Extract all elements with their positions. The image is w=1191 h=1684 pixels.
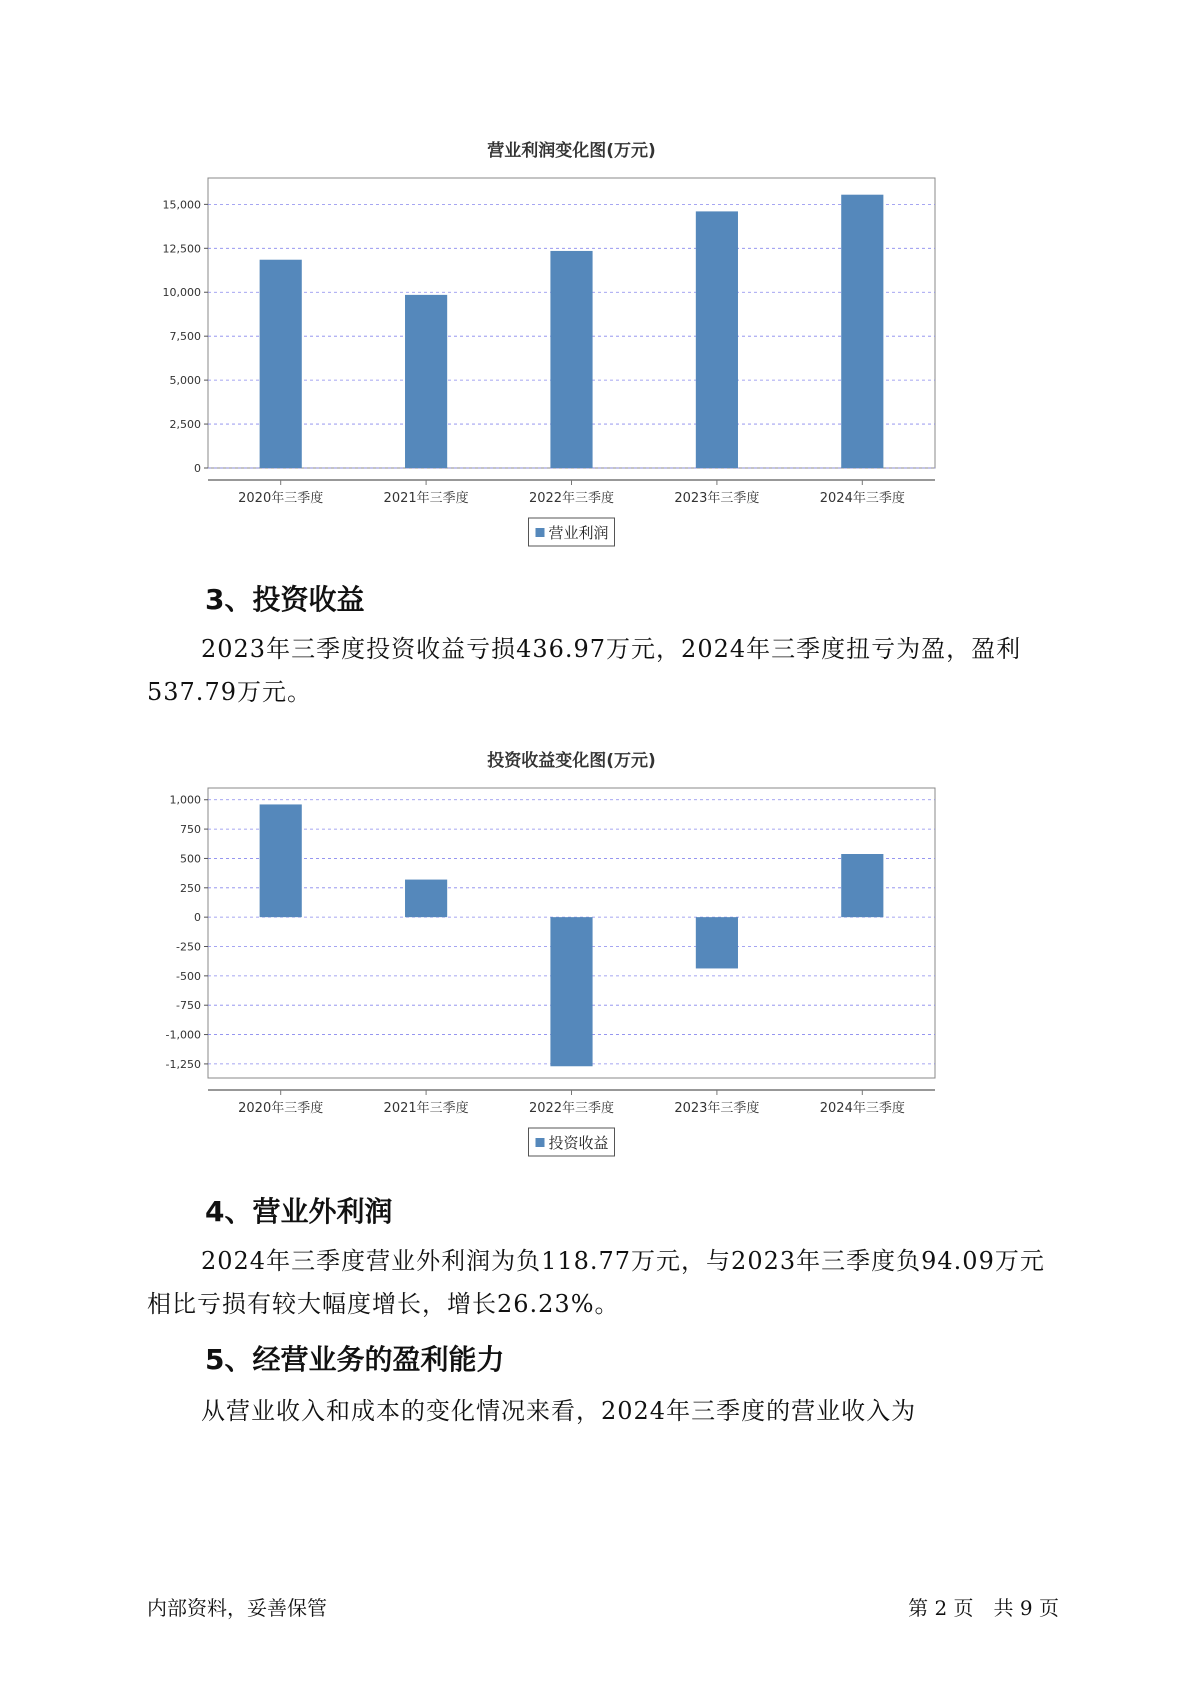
y-tick-label: 250 — [180, 881, 201, 895]
y-tick-label: 2,500 — [169, 418, 201, 432]
y-tick-label: 10,000 — [162, 286, 201, 300]
y-tick-label: 12,500 — [162, 242, 201, 256]
legend-label: 投资收益 — [548, 1134, 609, 1152]
legend-label: 营业利润 — [548, 524, 609, 542]
y-tick-label: -500 — [176, 969, 201, 983]
investment-income-chart — [150, 740, 1050, 1210]
section-3-heading: 3、投资收益 — [205, 583, 365, 616]
y-tick-label: -250 — [176, 940, 201, 954]
x-tick-label: 2023年三季度 — [674, 491, 760, 506]
y-tick-label: 750 — [180, 823, 201, 837]
section-4-paragraph: 2024年三季度营业外利润为负118.77万元，与2023年三季度负94.09万元相比亏损有较大幅度增长，增长26.23%。 — [147, 1247, 1045, 1318]
y-tick-label: 15,000 — [162, 198, 201, 212]
operating-profit-chart-svg — [150, 130, 1050, 600]
x-tick-label: 2021年三季度 — [383, 491, 469, 506]
bar — [260, 804, 302, 917]
y-tick-label: 7,500 — [169, 330, 201, 344]
y-tick-label: 5,000 — [169, 374, 201, 388]
bar — [550, 917, 592, 1066]
bar — [696, 211, 738, 468]
x-tick-label: 2022年三季度 — [528, 1101, 615, 1116]
footer-page-number: 第 2 页 共 9 页 — [908, 1596, 1059, 1620]
y-tick-label: 500 — [180, 852, 201, 866]
bar — [260, 260, 302, 468]
section-3-paragraph: 2023年三季度投资收益亏损436.97万元，2024年三季度扭亏为盈，盈利537.79万元。 — [147, 635, 1022, 706]
x-tick-label: 2022年三季度 — [528, 491, 615, 506]
x-tick-label: 2020年三季度 — [238, 491, 324, 506]
y-tick-label: 0 — [194, 911, 201, 925]
operating-profit-chart — [150, 130, 1050, 600]
section-5-paragraph: 从营业收入和成本的变化情况来看，2024年三季度的营业收入为 — [201, 1397, 917, 1425]
x-tick-label: 2020年三季度 — [238, 1101, 324, 1116]
chart-title: 投资收益变化图(万元) — [487, 751, 656, 771]
section-4-heading: 4、营业外利润 — [205, 1195, 393, 1228]
y-tick-label: -1,250 — [165, 1057, 201, 1071]
bar — [550, 251, 592, 468]
x-tick-label: 2024年三季度 — [819, 491, 905, 506]
x-tick-label: 2024年三季度 — [819, 1101, 905, 1116]
chart-title: 营业利润变化图(万元) — [487, 141, 656, 161]
y-tick-label: -750 — [176, 999, 201, 1013]
x-tick-label: 2023年三季度 — [674, 1101, 760, 1116]
bar — [405, 880, 447, 918]
y-tick-label: 0 — [194, 462, 201, 475]
y-tick-label: 1,000 — [169, 793, 201, 807]
bar — [841, 854, 883, 917]
section-5-heading: 5、经营业务的盈利能力 — [205, 1343, 505, 1376]
bar — [696, 917, 738, 968]
bar — [841, 195, 883, 468]
legend-swatch — [536, 528, 545, 537]
x-tick-label: 2021年三季度 — [383, 1101, 469, 1116]
legend-swatch — [536, 1138, 545, 1147]
y-tick-label: -1,000 — [165, 1028, 201, 1042]
footer-left: 内部资料，妥善保管 — [147, 1596, 327, 1620]
investment-income-chart-svg — [150, 740, 1050, 1210]
bar — [405, 295, 447, 468]
